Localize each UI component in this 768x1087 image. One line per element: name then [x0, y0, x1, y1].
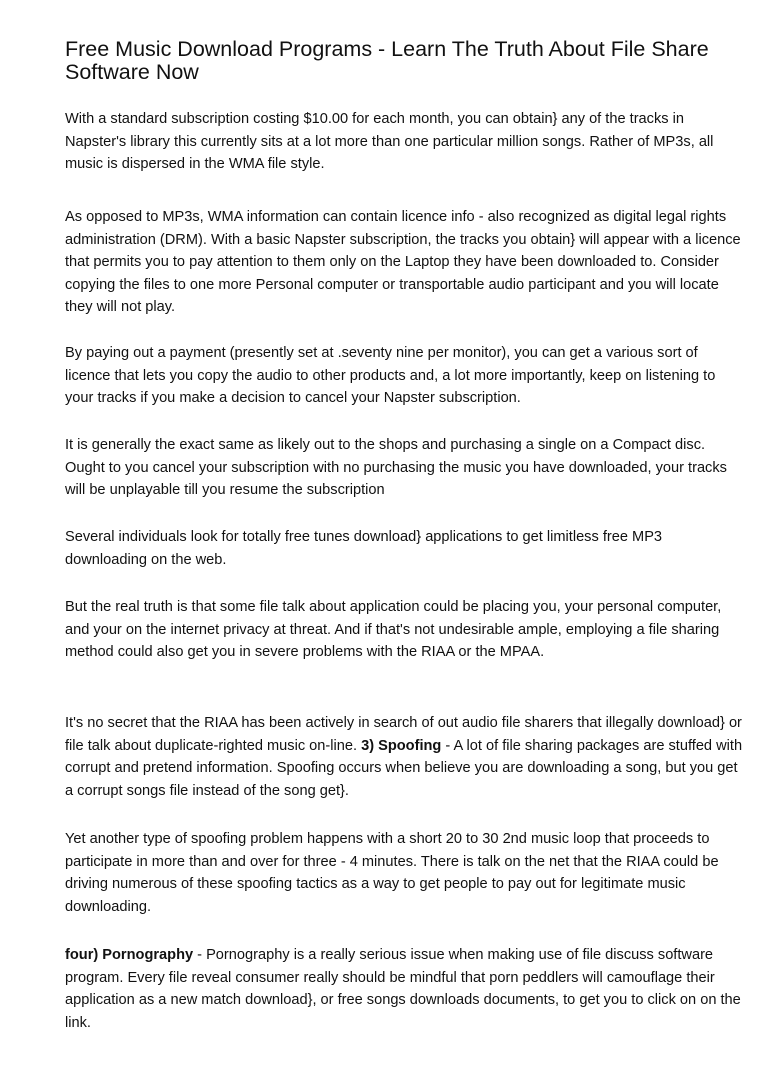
page-title: Free Music Download Programs - Learn The Truth About File Share Software Now [65, 37, 709, 84]
paragraph-2: As opposed to MP3s, WMA information can contain licence info - also recognized as digital legal rights administration (DRM). With a basic Napster subscription, the tracks you obtain} will appear with a licence that permits you to pay attention to them only on the Laptop they have been downloaded to. Consider copying the files to one more Personal computer or transportable audio participant and you will locate they will not play. [65, 209, 741, 316]
paragraph-5: Several individuals look for totally free tunes download} applications to get limitless free MP3 downloading on the web. [65, 529, 663, 568]
paragraph-7 [65, 712, 745, 802]
paragraph-3: By paying out a payment (presently set at .seventy nine per monitor), you can get a various sort of licence that lets you copy the audio to other products and, a lot more importantly, keep on listening to your tracks if you make a decision to cancel your Napster subscription. [65, 345, 716, 407]
paragraph-7-text-before: It's no secret that the RIAA has been actively in search of out audio file sharers that illegally download} or file talk about duplicate-righted music on-line. [65, 715, 742, 754]
paragraph-6: But the real truth is that some file talk about application could be placing you, your personal computer, and your on the internet privacy at threat. And if that's not undesirable ample, employing a file sharing method could also get you in severe problems with the RIAA or the MPAA. [65, 599, 722, 661]
paragraph-8: Yet another type of spoofing problem happens with a short 20 to 30 2nd music loop that proceeds to participate in more than and over for three - 4 minutes. There is talk on the net that the RIAA could be driving numerous of these spoofing tactics as a way to get people to pay out for legitimate music downloading. [65, 831, 719, 915]
paragraph-4: It is generally the exact same as likely out to the shops and purchasing a single on a Compact disc. Ought to you cancel your subscription with no purchasing the music you have downloaded, your tracks will be unplayable till you resume the subscription [65, 437, 727, 499]
paragraph-1: With a standard subscription costing $10.00 for each month, you can obtain} any of the tracks in Napster's library this currently sits at a lot more than one particular million songs. Rather of MP3s, all music is dispersed in the WMA file style. [65, 111, 714, 173]
paragraph-7-text-after: - A lot of file sharing packages are stuffed with corrupt and pretend information. Spoofing occurs when believe you are downloading a song, but you get a corrupt songs file instead of the song get}. [65, 737, 743, 799]
paragraph-9-text-after: - Pornography is a really serious issue when making use of file discuss software program. Every file reveal consumer really should be mindful that porn peddlers will camouflage their application as a new match download}, or free songs downloads documents, to get you to click on on the link. [65, 947, 741, 1031]
spoofing-heading: 3) Spoofing [361, 737, 442, 754]
pornography-heading: four) Pornography [65, 947, 194, 963]
paragraph-9 [65, 944, 745, 1034]
